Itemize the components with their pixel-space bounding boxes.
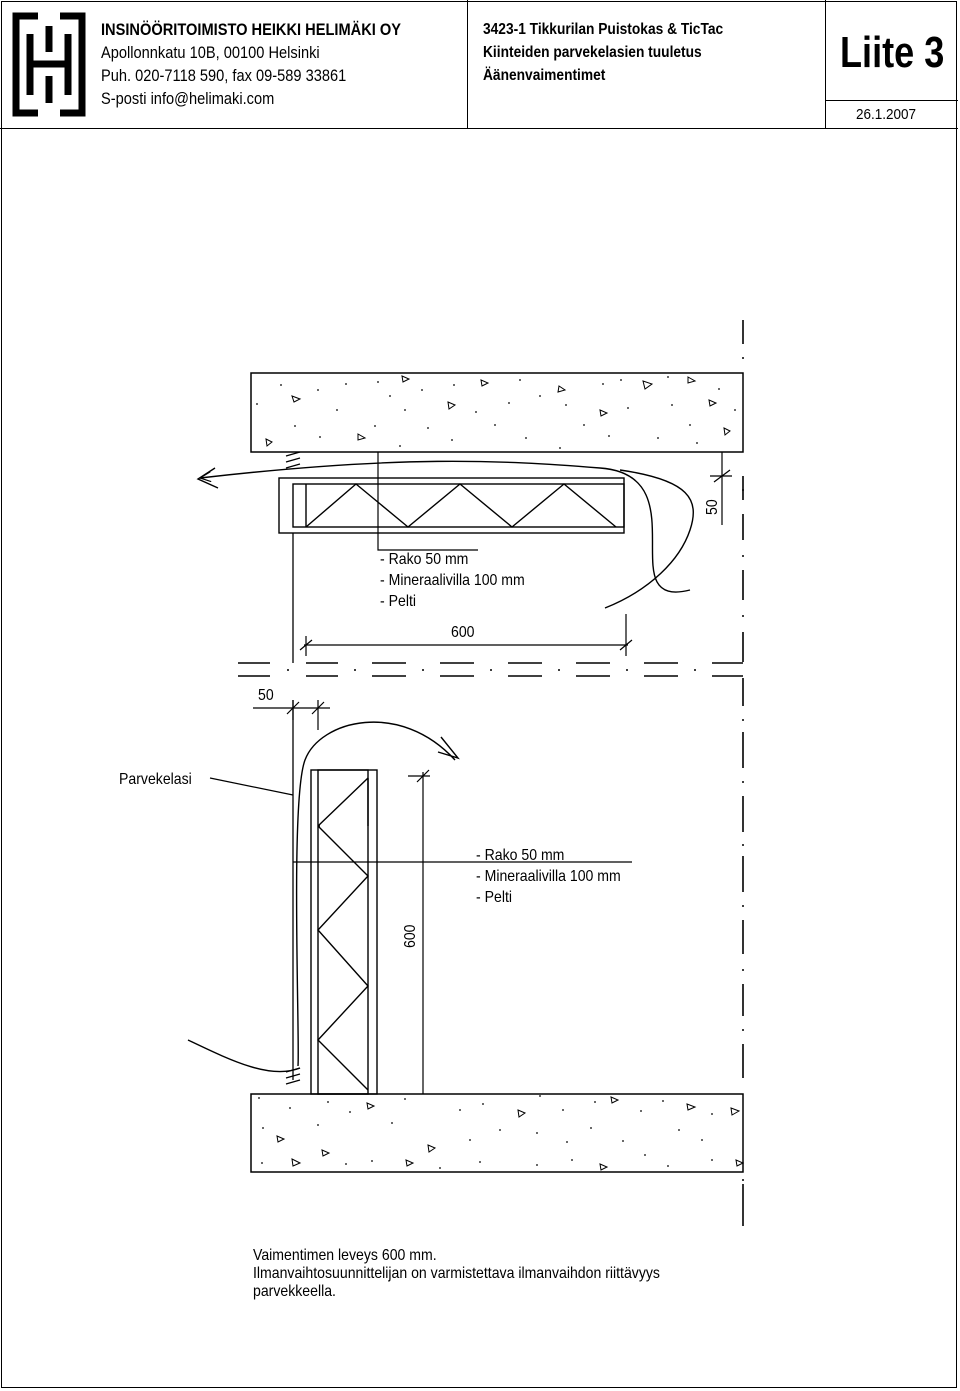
project-line-1: 3423-1 Tikkurilan Puistokas & TicTac [483,21,724,38]
spec-leader-top [378,452,478,550]
top-spec-line-2: - Mineraalivilla 100 mm [380,572,525,589]
drawing-date: 26.1.2007 [856,106,917,123]
airflow-tail-top [605,470,693,608]
break-mark [286,452,300,468]
glass-leader [210,778,293,795]
top-concrete-slab [251,373,743,452]
top-silencer [279,478,624,533]
top-width-dimension: 600 [451,624,475,641]
mid-gap-dimension: 50 [258,687,274,704]
project-line-3: Äänenvaimentimet [483,67,606,84]
bottom-concrete-slab [251,1094,743,1172]
side-spec-line-1: - Rako 50 mm [476,847,565,864]
note-line-1: Vaimentimen leveys 600 mm. [253,1247,437,1264]
side-height-dimension: 600 [402,924,419,948]
company-address: Apollonnkatu 10B, 00100 Helsinki [101,43,320,62]
company-name: INSINÖÖRITOIMISTO HEIKKI HELIMÄKI OY [101,20,402,39]
attachment-label: Liite 3 [840,28,945,77]
axis-line-dots [287,669,696,671]
glass-label: Parvekelasi [119,771,192,788]
drawing-notes [253,1247,660,1301]
company-phone: Puh. 020-7118 590, fax 09-589 33861 [101,66,347,85]
note-line-3: parvekkeella. [253,1283,336,1300]
side-spec-line-2: - Mineraalivilla 100 mm [476,868,621,885]
top-spec-line-3: - Pelti [380,593,416,610]
top-gap-dimension: 50 [704,499,721,515]
note-line-2: Ilmanvaihtosuunnittelijan on varmistettava ilmanvaihdon riittävyys [253,1265,660,1282]
top-spec-line-1: - Rako 50 mm [380,551,469,568]
side-silencer [311,770,377,1094]
project-line-2: Kiinteiden parvekelasien tuuletus [483,44,702,61]
company-email: S-posti info@helimaki.com [101,89,275,108]
airflow-arrow-side [297,722,455,1066]
airflow-tail-side [188,1040,300,1072]
side-spec-line-3: - Pelti [476,889,512,906]
